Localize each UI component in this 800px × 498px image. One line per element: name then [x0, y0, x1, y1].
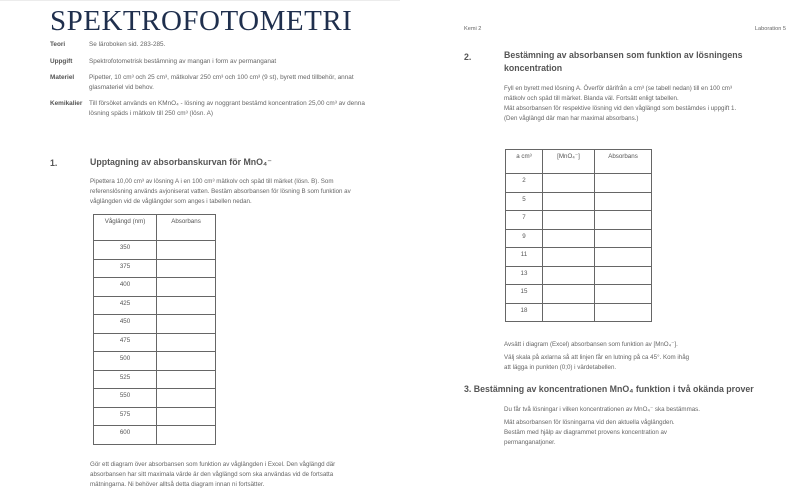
- para-line: att lägga in punkten (0;0) i värdetabellen.: [504, 364, 617, 371]
- table-row: [506, 285, 652, 304]
- absorbance-cell[interactable]: [157, 278, 216, 297]
- concentration-cell[interactable]: [543, 266, 595, 285]
- table-row: [94, 426, 216, 445]
- volume-cell: 7: [506, 211, 543, 230]
- absorbance-cell[interactable]: [595, 174, 652, 193]
- concentration-cell[interactable]: [543, 303, 595, 322]
- meta-value-materiel: [89, 73, 389, 92]
- absorbance-cell[interactable]: [595, 229, 652, 248]
- table-row: [506, 174, 652, 193]
- section-3-paragraph: [504, 405, 800, 448]
- table-row: [94, 333, 216, 352]
- meta-value-uppgift: Spektrofotometrisk bestämning av mangan i form av permanganat: [89, 58, 277, 65]
- absorbance-cell[interactable]: [595, 266, 652, 285]
- para-line: Du får två lösningar i vilken koncentrationen av MnO₄⁻ ska bestämmas.: [504, 406, 700, 413]
- absorbance-cell[interactable]: [595, 248, 652, 267]
- section-1-number: 1.: [50, 158, 58, 168]
- volume-cell: 9: [506, 229, 543, 248]
- wavelength-cell: 425: [94, 296, 157, 315]
- section-2-after-paragraph: [504, 340, 800, 373]
- concentration-cell[interactable]: [543, 285, 595, 304]
- table-row: [506, 229, 652, 248]
- para-line: permanganatjoner.: [504, 439, 556, 446]
- table-row: [94, 352, 216, 371]
- meta-value-materiel-line2: glasmateriel vid behov.: [89, 83, 154, 91]
- table-row: [94, 241, 216, 260]
- meta-value-teori: Se läroboken sid. 283-285.: [89, 41, 166, 48]
- section-1-footer-paragraph: [90, 460, 400, 490]
- concentration-cell[interactable]: [543, 248, 595, 267]
- absorbance-cell[interactable]: [157, 352, 216, 371]
- section-2-paragraph: [504, 84, 800, 124]
- para-line: absorbansen har sitt maximala värde är den våglängd som ska användas vid de fortsatta: [90, 471, 334, 478]
- wavelength-cell: 500: [94, 352, 157, 371]
- meta-value-kemikalier-line1: Till försöket används en KMnO₄ - lösning av noggrant bestämd koncentration 25,00 cm³ av denna: [89, 100, 365, 107]
- meta-value-kemikalier-line2: lösning späds i mätkolv till 250 cm³ (lösn. A): [89, 109, 213, 117]
- para-line: Mät absorbansen för respektive lösning vid den våglängd som bestämdes i uppgift 1.: [504, 105, 737, 112]
- wavelength-cell: 400: [94, 278, 157, 297]
- concentration-cell[interactable]: [543, 211, 595, 230]
- table-row: [506, 211, 652, 230]
- table-row: [506, 303, 652, 322]
- absorbance-cell[interactable]: [595, 211, 652, 230]
- absorbance-cell[interactable]: [157, 259, 216, 278]
- section-2-number: 2.: [464, 52, 472, 62]
- absorbance-cell[interactable]: [157, 315, 216, 334]
- meta-value-kemikalier: [89, 99, 389, 118]
- volume-cell: 5: [506, 192, 543, 211]
- absorbance-cell[interactable]: [595, 303, 652, 322]
- absorbance-cell[interactable]: [595, 285, 652, 304]
- para-line: Välj skala på axlarna så att linjen får en lutning på ca 45°. Kom ihåg: [504, 354, 690, 361]
- absorbance-cell[interactable]: [595, 192, 652, 211]
- meta-label-teori: Teori: [50, 41, 66, 48]
- para-line: mätningarna. Ni behöver alltså detta diagram innan ni fortsätter.: [90, 481, 265, 488]
- meta-label-kemikalier: Kemikalier: [50, 100, 83, 107]
- absorbance-cell[interactable]: [157, 407, 216, 426]
- wavelength-cell: 600: [94, 426, 157, 445]
- page-title: SPEKTROFOTOMETRI: [50, 5, 353, 37]
- table-row: [94, 370, 216, 389]
- volume-cell: 2: [506, 174, 543, 193]
- volume-cell: 18: [506, 303, 543, 322]
- volume-cell: 15: [506, 285, 543, 304]
- absorbance-cell[interactable]: [157, 370, 216, 389]
- page-header-lab: Laboration 5: [754, 26, 786, 32]
- concentration-cell[interactable]: [543, 192, 595, 211]
- section-1-paragraph: [90, 177, 400, 207]
- wavelength-table: [93, 214, 216, 445]
- concentration-cell[interactable]: [543, 174, 595, 193]
- table-header-absorbance: Absorbans: [157, 215, 216, 241]
- volume-cell: 13: [506, 266, 543, 285]
- wavelength-cell: 525: [94, 370, 157, 389]
- wavelength-cell: 475: [94, 333, 157, 352]
- para-line: mätkolv och späd till märket. Blanda väl. Fortsätt enligt tabellen.: [504, 95, 679, 102]
- page-header-course: Kemi 2: [464, 26, 482, 32]
- table-header-volume: a cm³: [506, 150, 543, 174]
- wavelength-cell: 550: [94, 389, 157, 408]
- para-line: (Den våglängd där man har maximal absorbans.): [504, 115, 639, 122]
- wavelength-cell: 375: [94, 259, 157, 278]
- absorbance-cell[interactable]: [157, 241, 216, 260]
- volume-cell: 11: [506, 248, 543, 267]
- table-row: [506, 266, 652, 285]
- section-2-title: [504, 49, 794, 75]
- para-line: Gör ett diagram över absorbansen som funktion av våglängden i Excel. Den våglängd där: [90, 461, 336, 468]
- table-row: [94, 389, 216, 408]
- meta-label-materiel: Materiel: [50, 74, 75, 81]
- para-line: våglängden vid de våglängder som anges i tabellen nedan.: [90, 198, 252, 205]
- para-line: Avsätt i diagram (Excel) absorbansen som funktion av [MnO₄⁻].: [504, 341, 678, 348]
- section-3-title: 3. Bestämning av koncentrationen MnO₄ funktion i två okända prover: [464, 384, 754, 394]
- wavelength-cell: 450: [94, 315, 157, 334]
- concentration-table: [505, 149, 652, 322]
- section-2-title-line1: Bestämning av absorbansen som funktion av lösningens: [504, 50, 743, 60]
- absorbance-cell[interactable]: [157, 389, 216, 408]
- table-row: [94, 407, 216, 426]
- absorbance-cell[interactable]: [157, 426, 216, 445]
- para-line: Mät absorbansen för lösningarna vid den aktuella våglängden.: [504, 419, 675, 426]
- section-1-title: Upptagning av absorbanskurvan för MnO₄⁻: [90, 157, 272, 167]
- table-header-concentration: [MnO₄⁻]: [543, 150, 595, 174]
- section-2-title-line2: koncentration: [504, 63, 563, 73]
- para-line: Fyll en byrett med lösning A. Överför därifrån a cm³ (se tabell nedan) till en 100 cm³: [504, 85, 733, 92]
- para-line: Bestäm med hjälp av diagrammet provens koncentration av: [504, 429, 668, 436]
- absorbance-cell[interactable]: [157, 333, 216, 352]
- table-row: [94, 259, 216, 278]
- concentration-cell[interactable]: [543, 229, 595, 248]
- wavelength-cell: 350: [94, 241, 157, 260]
- wavelength-cell: 575: [94, 407, 157, 426]
- meta-label-uppgift: Uppgift: [50, 58, 73, 65]
- table-row: [94, 315, 216, 334]
- table-header-absorbance: Absorbans: [595, 150, 652, 174]
- para-line: referenslösning används avjoniserat vatten. Bestäm absorbansen för lösning B som funktion av: [90, 188, 351, 195]
- document-page-right: [400, 0, 800, 497]
- table-row: [94, 296, 216, 315]
- table-row: [506, 192, 652, 211]
- table-row: [506, 248, 652, 267]
- table-header-wavelength: Våglängd (nm): [94, 215, 157, 241]
- absorbance-cell[interactable]: [157, 296, 216, 315]
- para-line: Pipettera 10,00 cm³ av lösning A i en 100 cm³ mätkolv och späd till märket (lösn. B). Som: [90, 178, 334, 185]
- meta-value-materiel-line1: Pipetter, 10 cm³ och 25 cm³, mätkolvar 250 cm³ och 100 cm³ (9 st), byrett med tillbehör, annat: [89, 74, 354, 81]
- table-row: [94, 278, 216, 297]
